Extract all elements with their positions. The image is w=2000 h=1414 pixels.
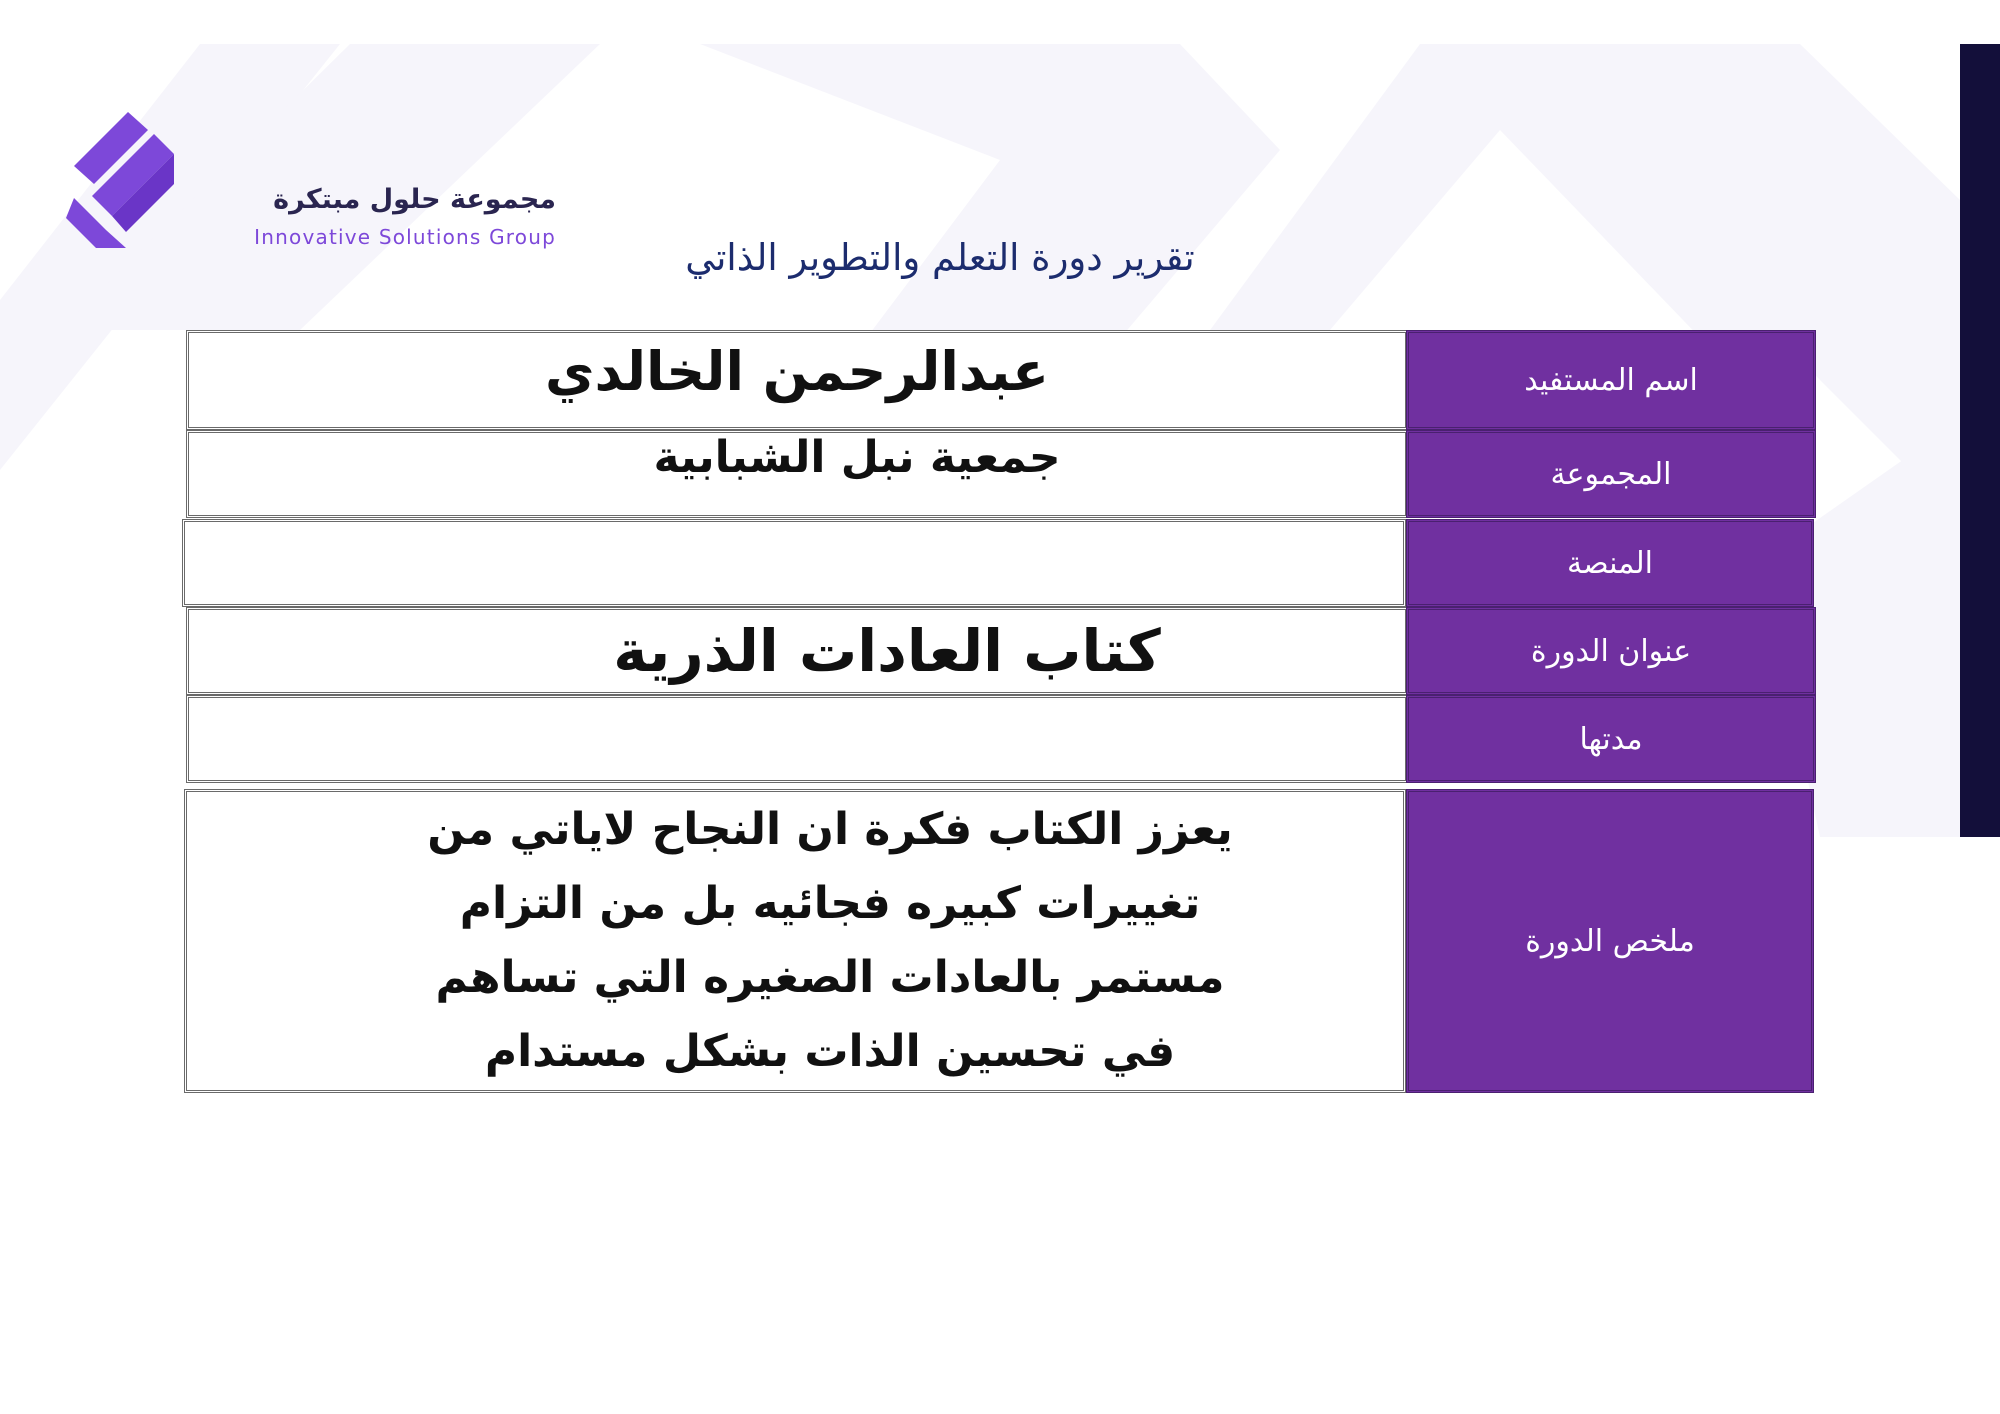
summary-line: يعزز الكتاب فكرة ان النجاح لاياتي من: [427, 804, 1233, 855]
group-value: جمعية نبل الشبابية: [186, 430, 1408, 518]
logo-name-arabic: مجموعة حلول مبتكرة: [273, 184, 556, 215]
group-label: المجموعة: [1406, 430, 1816, 518]
row-beneficiary: [186, 330, 1816, 430]
row-course-title: [186, 607, 1816, 695]
summary-label: ملخص الدورة: [1406, 789, 1814, 1093]
summary-line: في تحسين الذات بشكل مستدام: [484, 1026, 1176, 1077]
duration-label: مدتها: [1406, 695, 1816, 783]
course-title-label: عنوان الدورة: [1406, 607, 1816, 695]
course-title-value: كتاب العادات الذرية: [186, 607, 1408, 695]
summary-value: [184, 789, 1406, 1093]
logo-name-english: Innovative Solutions Group: [254, 225, 556, 249]
summary-line: مستمر بالعادات الصغيره التي تساهم: [435, 952, 1225, 1003]
report-title: تقرير دورة التعلم والتطوير الذاتي: [685, 236, 1195, 279]
row-platform: [182, 519, 1814, 607]
row-group: [186, 430, 1816, 518]
platform-label: المنصة: [1406, 519, 1814, 607]
side-accent-bar: [1960, 44, 2000, 837]
beneficiary-value: عبدالرحمن الخالدي: [186, 330, 1408, 430]
row-summary: [184, 789, 1814, 1093]
duration-value: [186, 695, 1408, 783]
company-logo: [66, 108, 556, 258]
row-duration: [186, 695, 1816, 783]
summary-line: تغييرات كبيره فجائيه بل من التزام: [459, 878, 1201, 929]
beneficiary-label: اسم المستفيد: [1406, 330, 1816, 430]
logo-mark-icon: [66, 108, 182, 252]
platform-value: [182, 519, 1406, 607]
